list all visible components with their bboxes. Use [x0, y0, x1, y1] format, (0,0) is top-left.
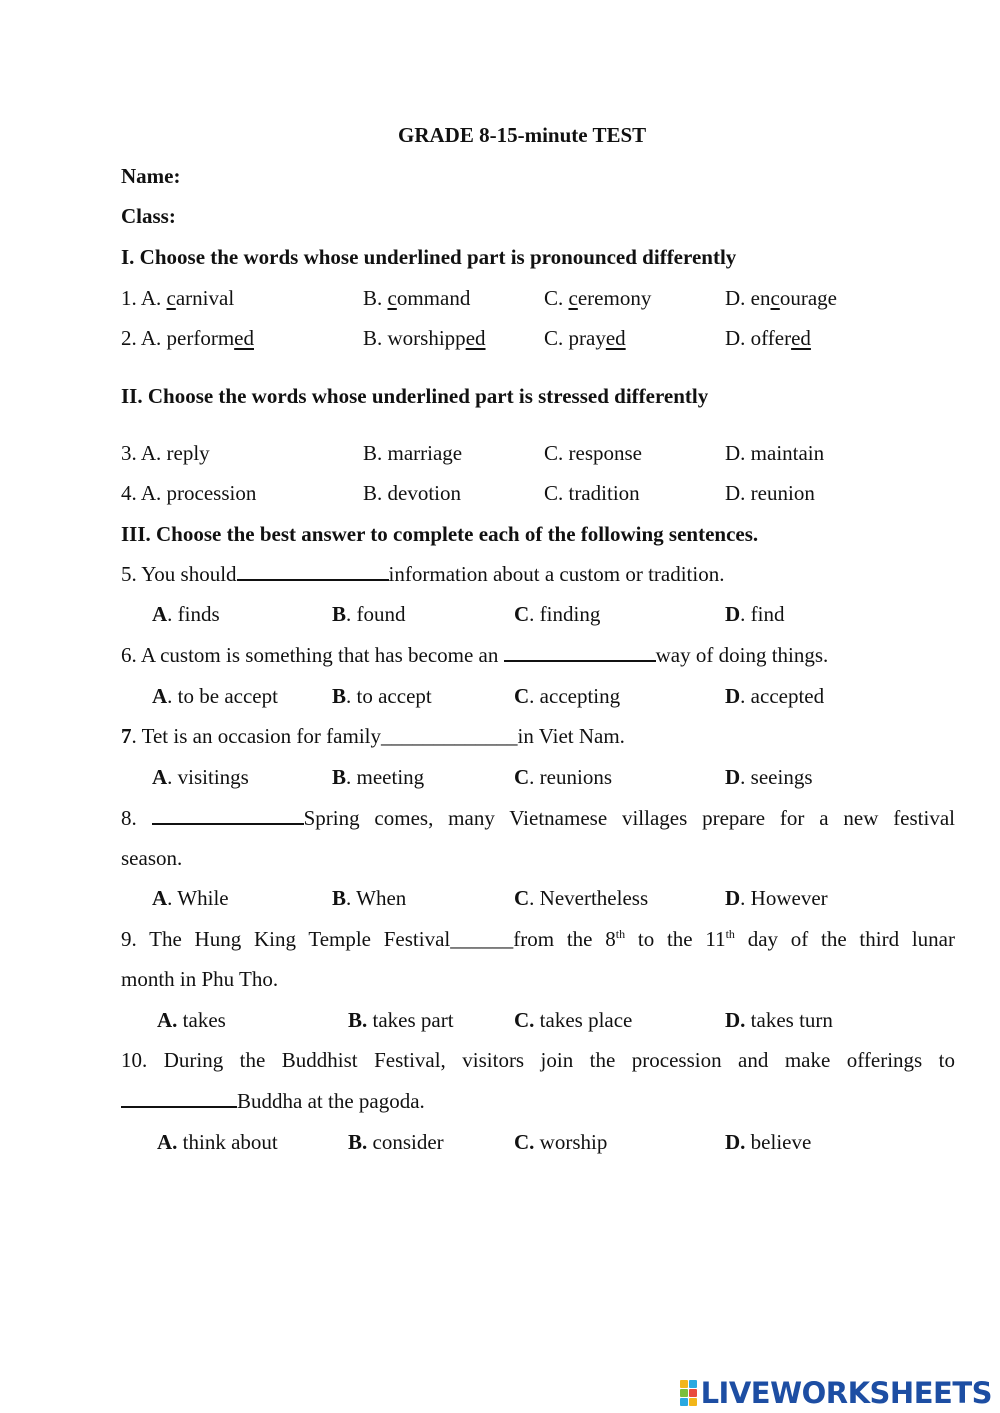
- q9-stem-line2: month in Phu Tho.: [121, 967, 279, 991]
- q2-option-a: 2. A. performed: [121, 326, 254, 350]
- q10-stem: 10. During the Buddhist Festival, visitors join the procession and make offerings to: [121, 1048, 955, 1072]
- q6-option-d: D. accepted: [725, 684, 825, 708]
- q6-option-a: A. to be accept: [152, 684, 278, 708]
- q9-blank[interactable]: ______: [450, 927, 514, 951]
- q1-option-c: C. ceremony: [544, 286, 652, 310]
- q2-option-c: C. prayed: [544, 326, 626, 350]
- q2-option-b: B. worshipped: [363, 326, 486, 350]
- q6-blank[interactable]: [504, 642, 656, 662]
- q4-option-d: D. reunion: [725, 481, 815, 505]
- liveworksheets-logo: [680, 1378, 992, 1408]
- section-3-heading: III. Choose the best answer to complete each of the following sentences.: [121, 522, 759, 546]
- q5-blank[interactable]: [237, 561, 389, 581]
- q7-option-a: A. visitings: [152, 765, 249, 789]
- q3-option-d: D. maintain: [725, 441, 825, 465]
- q5-option-c: C. finding: [514, 602, 601, 626]
- q8-blank[interactable]: [152, 805, 304, 825]
- q5-option-b: B. found: [332, 602, 406, 626]
- q10-stem-line2: Buddha at the pagoda.: [121, 1088, 425, 1114]
- q3-option-a: 3. A. reply: [121, 441, 210, 465]
- class-label: Class:: [121, 204, 176, 228]
- q2-option-d: D. offered: [725, 326, 811, 350]
- q8-stem: 8. Spring comes, many Vietnamese villages prepare for a new festival: [121, 806, 956, 830]
- q8-option-c: C. Nevertheless: [514, 886, 649, 910]
- q5-option-d: D. find: [725, 602, 785, 626]
- q9-option-a: A. takes: [157, 1008, 226, 1032]
- name-label: Name:: [121, 164, 181, 188]
- q9-option-c: C. takes place: [514, 1008, 633, 1032]
- q9-stem: 9. The Hung King Temple Festival______from the 8th to the 11th day of the third lunar: [121, 927, 955, 951]
- q8-option-d: D. However: [725, 886, 828, 910]
- q3-option-c: C. response: [544, 441, 642, 465]
- liveworksheets-mark-icon: [680, 1380, 697, 1406]
- q4-option-c: C. tradition: [544, 481, 640, 505]
- q6-option-c: C. accepting: [514, 684, 621, 708]
- q8-option-a: A. While: [152, 886, 229, 910]
- q1-option-b: B. command: [363, 286, 471, 310]
- section-2-heading: II. Choose the words whose underlined part is stressed differently: [121, 384, 709, 408]
- q6-option-b: B. to accept: [332, 684, 432, 708]
- section-1-heading: I. Choose the words whose underlined part is pronounced differently: [121, 245, 737, 269]
- q6-stem: 6. A custom is something that has become an way of doing things.: [121, 643, 829, 667]
- q9-option-b: B. takes part: [348, 1008, 454, 1032]
- q5-option-a: A. finds: [152, 602, 220, 626]
- q8-option-b: B. When: [332, 886, 407, 910]
- q7-stem: 7. Tet is an occasion for family_____________in Viet Nam.: [121, 724, 625, 748]
- q1-option-d: D. encourage: [725, 286, 837, 310]
- q7-option-d: D. seeings: [725, 765, 813, 789]
- q4-option-a: 4. A. procession: [121, 481, 257, 505]
- q7-blank[interactable]: _____________: [381, 724, 518, 748]
- page-title: GRADE 8-15-minute TEST: [398, 123, 647, 147]
- q7-option-c: C. reunions: [514, 765, 612, 789]
- q9-option-d: D. takes turn: [725, 1008, 833, 1032]
- q7-option-b: B. meeting: [332, 765, 425, 789]
- q10-option-d: D. believe: [725, 1130, 812, 1154]
- q10-option-b: B. consider: [348, 1130, 444, 1154]
- q4-option-b: B. devotion: [363, 481, 461, 505]
- liveworksheets-wordmark: LIVEWORKSHEETS: [700, 1376, 992, 1410]
- q3-option-b: B. marriage: [363, 441, 463, 465]
- q5-stem: 5. You should information about a custom or tradition.: [121, 562, 725, 586]
- q10-option-c: C. worship: [514, 1130, 608, 1154]
- q10-blank[interactable]: [121, 1088, 237, 1108]
- q10-option-a: A. think about: [157, 1130, 278, 1154]
- q1-option-a: 1. A. carnival: [121, 286, 235, 310]
- q8-stem-line2: season.: [121, 846, 183, 870]
